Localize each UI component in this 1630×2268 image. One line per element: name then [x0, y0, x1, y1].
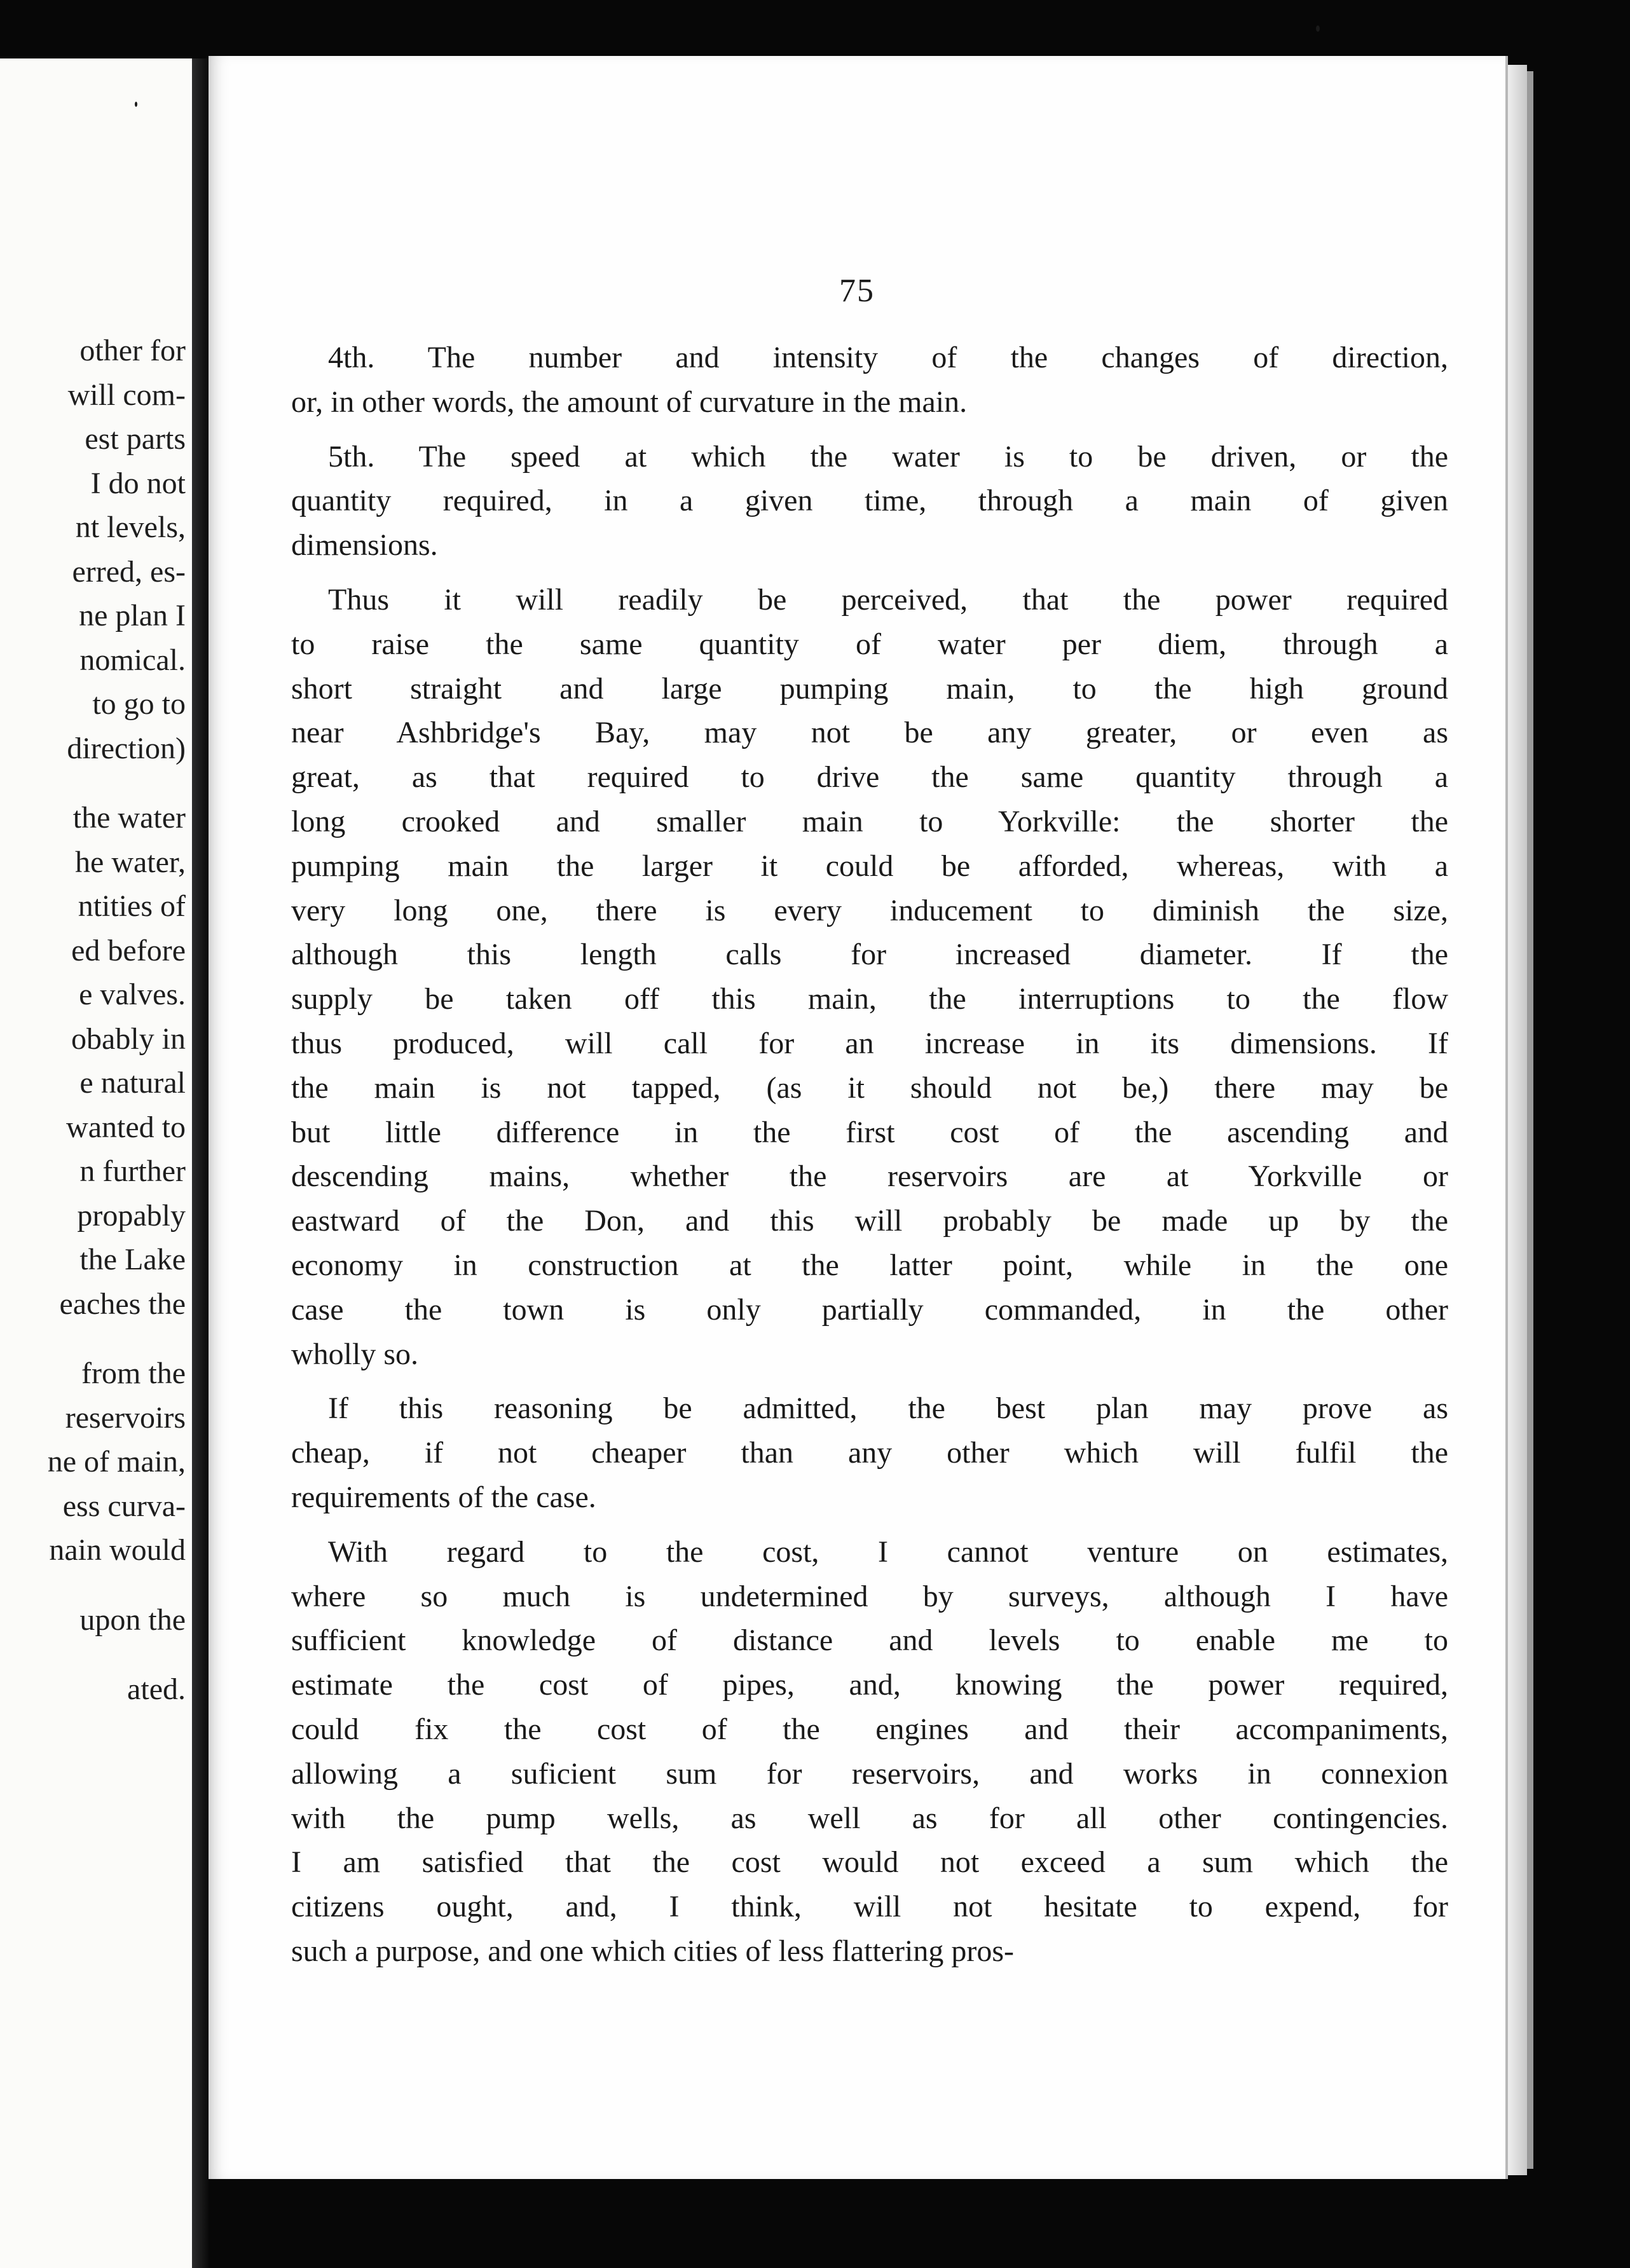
text-line: wholly so.: [291, 1337, 419, 1371]
text-line: dimensions.: [291, 528, 438, 563]
paragraph: [291, 435, 1448, 568]
left-text-line: ed before: [71, 933, 186, 967]
left-text-line: propably: [77, 1198, 186, 1233]
text-line: Thus it will readily be perceived, that the power required: [328, 582, 1448, 617]
left-text-line: ne plan I: [79, 599, 186, 632]
text-line: supply be taken off this main, the interruptions to the flow: [291, 982, 1448, 1016]
left-text-line: nain would: [49, 1533, 186, 1567]
page-number: 75: [839, 273, 875, 309]
text-line: short straight and large pumping main, to the high ground: [291, 671, 1448, 706]
text-line: with the pump wells, as well as for all other contingencies.: [291, 1801, 1448, 1835]
left-text-line: reservoirs: [65, 1400, 186, 1435]
left-text-line: other for: [79, 334, 186, 367]
left-page-fragment: [0, 58, 192, 2268]
text-line: thus produced, will call for an increase in its dimensions. If: [291, 1026, 1448, 1060]
left-text-line: to go to: [92, 687, 186, 721]
text-line: such a purpose, and one which cities of less flattering pros-: [291, 1934, 1015, 1968]
text-line: or, in other words, the amount of curvature in the main.: [291, 385, 968, 419]
left-text-line: wanted to: [66, 1110, 186, 1144]
left-text-line: the Lake: [79, 1243, 186, 1276]
page-edge: [1508, 65, 1527, 2175]
left-text-line: e natural: [79, 1066, 186, 1100]
text-line: near Ashbridge's Bay, may not be any greater, or even as: [291, 716, 1448, 750]
main-page: [209, 56, 1508, 2179]
left-text-line: I do not: [90, 466, 186, 500]
text-line: sufficient knowledge of distance and levels to enable me to: [291, 1623, 1448, 1658]
text-line: very long one, there is every inducement to diminish the size,: [291, 893, 1448, 927]
book-gutter: [192, 58, 209, 2268]
left-text-line: direction): [67, 731, 186, 765]
text-line: but little difference in the first cost of the ascending and: [291, 1115, 1448, 1149]
left-text-line: erred, es-: [72, 554, 186, 589]
text-line: cheap, if not cheaper than any other which will fulfil the: [291, 1436, 1448, 1470]
page-edge-shadow: [1527, 71, 1533, 2169]
text-line: estimate the cost of pipes, and, knowing the power required,: [291, 1668, 1448, 1702]
text-line: allowing a suficient sum for reservoirs, and works in connexion: [291, 1756, 1448, 1791]
text-line: could fix the cost of the engines and their accompaniments,: [291, 1712, 1448, 1746]
left-text-line: upon the: [79, 1602, 186, 1637]
left-text-line: he water,: [75, 845, 186, 879]
text-line: descending mains, whether the reservoirs are at Yorkville or: [291, 1159, 1448, 1194]
left-text-line: nomical.: [79, 643, 186, 677]
paragraph: [291, 336, 1448, 425]
left-text-line: ated.: [127, 1672, 186, 1706]
paragraph: [291, 1386, 1448, 1519]
text-line: where so much is undetermined by surveys, although I have: [291, 1579, 1448, 1613]
left-text-line: ne of main,: [47, 1445, 186, 1479]
scan-speck: [1316, 25, 1320, 32]
text-line: I am satisfied that the cost would not exceed a sum which the: [291, 1845, 1448, 1880]
left-text-line: from the: [81, 1356, 186, 1390]
scan-speck: [135, 102, 137, 107]
text-line: quantity required, in a given time, through a main of given: [291, 484, 1448, 518]
left-text-line: will com-: [67, 378, 186, 412]
text-line: case the town is only partially commanded, in the other: [291, 1292, 1448, 1327]
text-line: citizens ought, and, I think, will not hesitate to expend, for: [291, 1890, 1448, 1924]
left-text-line: ess curva-: [62, 1489, 186, 1523]
text-line: 4th. The number and intensity of the changes of direction,: [328, 341, 1448, 374]
text-line: to raise the same quantity of water per diem, through a: [291, 627, 1448, 661]
paragraph: [291, 578, 1448, 1376]
page-body-text: [291, 336, 1448, 1984]
left-text-line: obably in: [71, 1021, 186, 1056]
text-line: great, as that required to drive the same quantity through a: [291, 760, 1448, 795]
text-line: 5th. The speed at which the water is to be driven, or the: [328, 439, 1448, 474]
text-line: requirements of the case.: [291, 1480, 596, 1514]
text-line: the main is not tapped, (as it should not be,) there may be: [291, 1070, 1448, 1105]
left-text-line: the water: [72, 801, 186, 835]
text-line: economy in construction at the latter point, while in the one: [291, 1248, 1448, 1282]
left-text-line: eaches the: [59, 1287, 186, 1321]
text-line: pumping main the larger it could be afforded, whereas, with a: [291, 849, 1448, 883]
left-text-line: n further: [79, 1154, 186, 1188]
paragraph: [291, 1530, 1448, 1974]
text-line: If this reasoning be admitted, the best plan may prove as: [328, 1391, 1448, 1426]
left-text-line: e valves.: [79, 978, 186, 1011]
text-line: although this length calls for increased diameter. If the: [291, 938, 1448, 972]
left-text-line: est parts: [85, 422, 186, 456]
text-line: With regard to the cost, I cannot venture on estimates,: [328, 1534, 1448, 1569]
text-line: eastward of the Don, and this will probably be made up by the: [291, 1204, 1448, 1238]
text-line: long crooked and smaller main to Yorkville: the shorter the: [291, 804, 1448, 838]
left-text-line: nt levels,: [75, 510, 186, 544]
left-text-line: ntities of: [78, 889, 186, 923]
